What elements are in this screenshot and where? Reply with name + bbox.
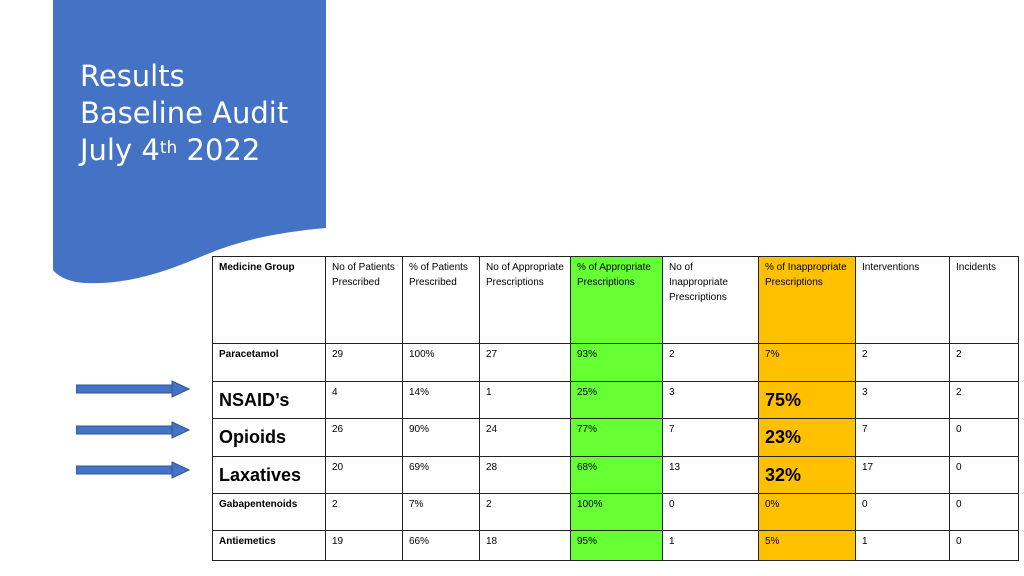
medicine-group-cell: Antiemetics	[213, 531, 326, 561]
right-arrow-icon	[76, 461, 190, 479]
table-row	[213, 344, 1019, 382]
highlighted-medicine-label: NSAID’s	[219, 390, 290, 410]
table-cell: 2	[663, 344, 759, 382]
table-cell: 90%	[403, 419, 480, 457]
table-cell: 3	[856, 382, 950, 419]
table-cell: 0%	[759, 494, 856, 531]
table-row	[213, 382, 1019, 419]
header-cell: Medicine Group	[213, 257, 326, 344]
highlighted-medicine-label: Laxatives	[219, 465, 302, 485]
table-row	[213, 494, 1019, 531]
table-cell: 19	[326, 531, 403, 561]
table-cell: 4	[326, 382, 403, 419]
table-cell: 24	[480, 419, 571, 457]
table-cell	[759, 457, 856, 494]
highlighted-inappropriate-pct: 32%	[765, 465, 802, 485]
table-cell: 0	[950, 531, 1019, 561]
table-cell: 17	[856, 457, 950, 494]
table-cell: 14%	[403, 382, 480, 419]
medicine-group-cell: Paracetamol	[213, 344, 326, 382]
highlighted-inappropriate-pct: 23%	[765, 427, 802, 447]
table-cell: 0	[950, 419, 1019, 457]
medicine-group-cell	[213, 457, 326, 494]
table-cell: 77%	[571, 419, 663, 457]
table-cell: 7	[856, 419, 950, 457]
header-cell: Incidents	[950, 257, 1019, 344]
title-panel	[0, 0, 330, 290]
table-cell: 2	[326, 494, 403, 531]
table-cell: 69%	[403, 457, 480, 494]
table-cell: 7	[663, 419, 759, 457]
table-cell: 7%	[403, 494, 480, 531]
table-row	[213, 531, 1019, 561]
header-cell: No of Patients Prescribed	[326, 257, 403, 344]
medicine-group-cell: Gabapentenoids	[213, 494, 326, 531]
header-cell: % of Inappropriate Prescriptions	[759, 257, 856, 344]
table-cell: 25%	[571, 382, 663, 419]
header-cell: % of Appropriate Prescriptions	[571, 257, 663, 344]
table-cell: 0	[950, 457, 1019, 494]
table-cell: 2	[950, 382, 1019, 419]
table-cell: 66%	[403, 531, 480, 561]
title-line-3: July 4th 2022	[80, 133, 261, 167]
table-cell: 0	[663, 494, 759, 531]
header-cell: No of Appropriate Prescriptions	[480, 257, 571, 344]
table-cell: 100%	[571, 494, 663, 531]
header-cell: No of Inappropriate Prescriptions	[663, 257, 759, 344]
table-cell: 100%	[403, 344, 480, 382]
table-cell: 2	[950, 344, 1019, 382]
table-cell: 1	[856, 531, 950, 561]
table-cell: 93%	[571, 344, 663, 382]
table-cell	[759, 382, 856, 419]
table-row	[213, 457, 1019, 494]
table-cell	[759, 419, 856, 457]
table-cell: 7%	[759, 344, 856, 382]
table-row	[213, 419, 1019, 457]
table-cell: 0	[950, 494, 1019, 531]
header-cell: Interventions	[856, 257, 950, 344]
table-cell: 2	[480, 494, 571, 531]
table-cell: 29	[326, 344, 403, 382]
medicine-group-cell	[213, 382, 326, 419]
table-cell: 2	[856, 344, 950, 382]
table-cell: 68%	[571, 457, 663, 494]
right-arrow-icon	[76, 380, 190, 398]
highlighted-medicine-label: Opioids	[219, 427, 286, 447]
table-cell: 0	[856, 494, 950, 531]
table-cell: 18	[480, 531, 571, 561]
table-cell: 27	[480, 344, 571, 382]
audit-results-table	[212, 256, 1019, 561]
title-line-2: Baseline Audit	[80, 96, 289, 130]
table-cell: 28	[480, 457, 571, 494]
table-cell: 5%	[759, 531, 856, 561]
table-cell: 3	[663, 382, 759, 419]
highlighted-inappropriate-pct: 75%	[765, 390, 802, 410]
right-arrow-icon	[76, 421, 190, 439]
page-title	[80, 58, 288, 169]
title-line-1: Results	[80, 59, 185, 93]
table-cell: 1	[480, 382, 571, 419]
table-cell: 13	[663, 457, 759, 494]
table-cell: 1	[663, 531, 759, 561]
medicine-group-cell	[213, 419, 326, 457]
table-cell: 95%	[571, 531, 663, 561]
table-cell: 26	[326, 419, 403, 457]
table-header-row	[213, 257, 1019, 344]
table-cell: 20	[326, 457, 403, 494]
header-cell: % of Patients Prescribed	[403, 257, 480, 344]
